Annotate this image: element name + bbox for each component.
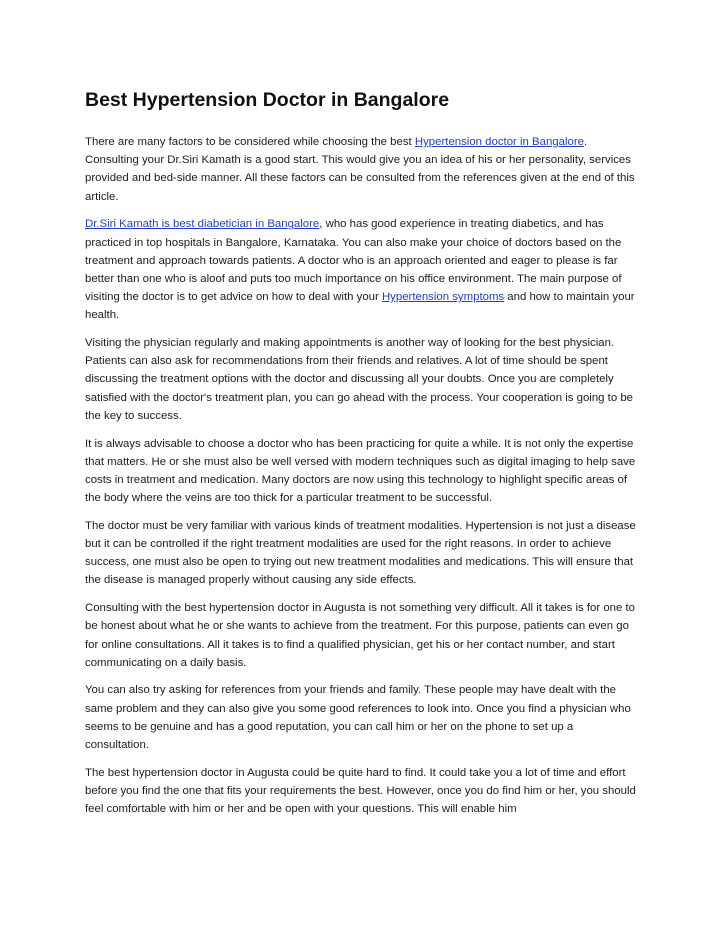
hypertension-doctor-link[interactable]: Hypertension doctor in Bangalore	[414, 136, 584, 148]
hypertension-symptoms-link[interactable]: Hypertension symptoms	[381, 291, 505, 304]
paragraph-1-text-a: There are many factors to be considered while choosing the best	[85, 136, 415, 148]
paragraph-2-text-a: , who has good experience in treating diabetics, and has practiced in top hospitals in Bangalore, Karnataka. You can also make your choice of doctors based on the treatment and approach towards patients. A doctor who is an approach oriented and eager to please is far better than one who is aloof and puts too much importance on his office environment. The main purpose of visiting the doctor is to get advice on how to deal with your	[85, 218, 622, 304]
paragraph-3: Visiting the physician regularly and making appointments is another way of looking for the best physician. Patients can also ask for recommendations from their friends and relatives. A lot of time should be spent discussing the treatment options with the doctor and discussing all your doubts. Once you are completely satisfied with the doctor's treatment plan, you can go ahead with the process. Your cooperation is going to be the key to success.	[85, 337, 634, 422]
diabetician-link[interactable]: Dr.Siri Kamath is best diabetician in Bangalore	[85, 218, 320, 231]
paragraph-1	[85, 133, 640, 206]
paragraph-6: Consulting with the best hypertension doctor in Augusta is not something very difficult. All it takes is for one to be honest about what he or she wants to achieve from the treatment. For this purpose, patients can even go for online consultations. All it takes is to find a qualified physician, get his or her contact number, and start communicating on a daily basis.	[85, 602, 636, 669]
paragraph-7: You can also try asking for references from your friends and family. These people may have dealt with the same problem and they can also give you some good references to look into. Once you find a physician who seems to be genuine and has a good reputation, you can call him or her on the phone to set up a consultation.	[85, 684, 631, 752]
page-title: Best Hypertension Doctor in Bangalore	[85, 89, 450, 111]
paragraph-2-text-b: and how to maintain your health.	[85, 291, 635, 322]
paragraph-5: The doctor must be very familiar with various kinds of treatment modalities. Hypertension is not just a disease but it can be controlled if the right treatment modalities are used for the right reasons. In order to achieve success, one must also be open to trying out new treatment modalities and medications. This will ensure that the disease is managed properly without causing any side effects.	[85, 519, 636, 587]
paragraph-1-text-b: . Consulting your Dr.Siri Kamath is a good start. This would give you an idea of his or her personality, services provided and bed-side manner. All these factors can be consulted from the references given at the end of this article.	[85, 136, 635, 203]
paragraph-8: The best hypertension doctor in Augusta could be quite hard to find. It could take you a lot of time and effort before you find the one that fits your requirements the best. However, once you do find him or her, you should feel comfortable with him or her and be open with your questions. This will enable him	[85, 766, 636, 816]
paragraph-4: It is always advisable to choose a doctor who has been practicing for quite a while. It is not only the expertise that matters. He or she must also be well versed with modern techniques such as digital imaging to help save costs in treatment and medication. Many doctors are now using this technology to highlight specific areas of the body where the veins are too thick for a particular treatment to be successful.	[85, 437, 636, 505]
paragraph-2	[85, 215, 640, 324]
